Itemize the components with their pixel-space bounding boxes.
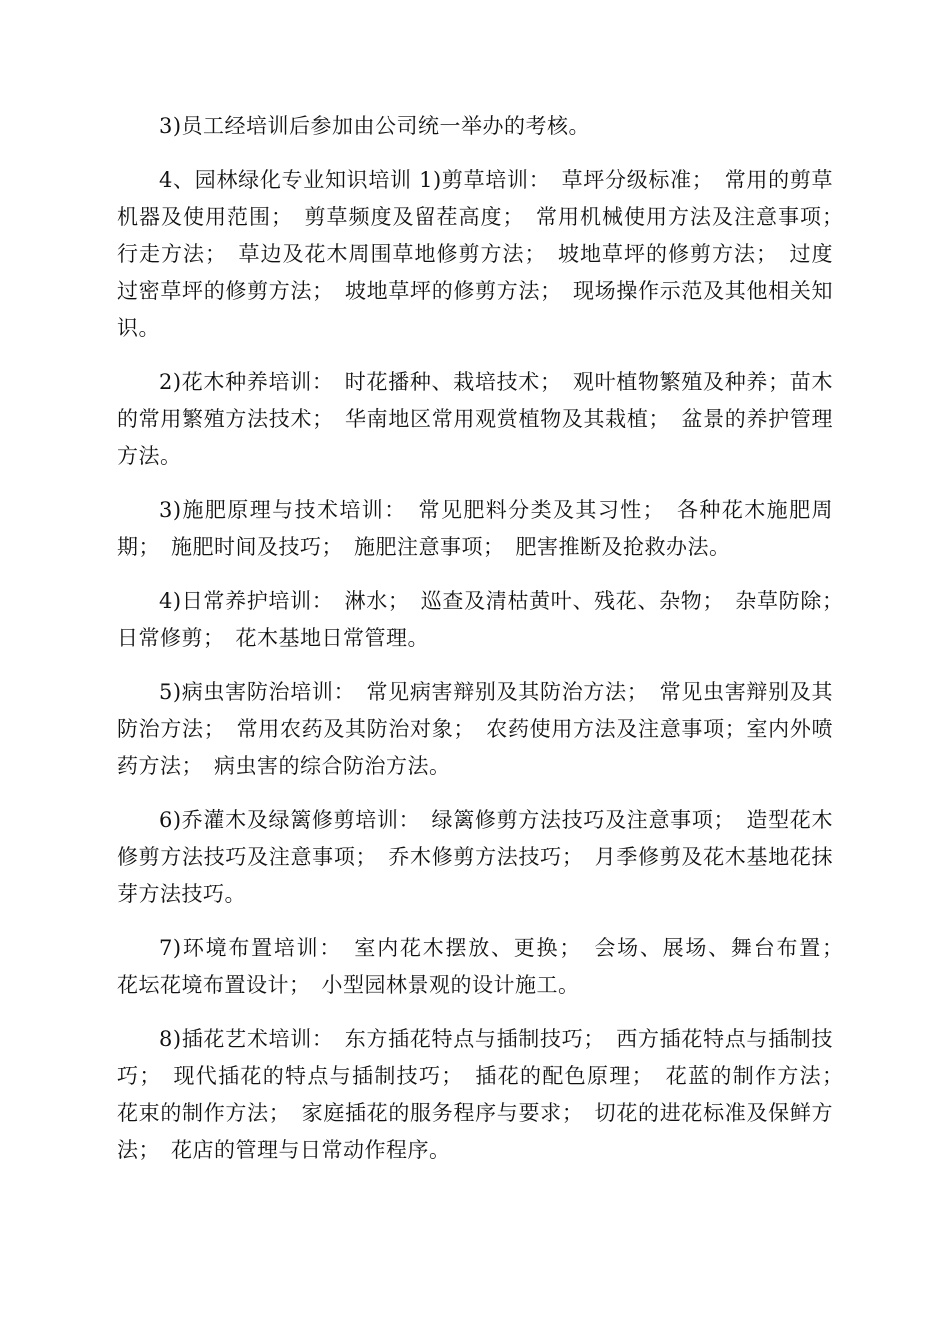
paragraph-mowing-training: 4、园林绿化专业知识培训 1)剪草培训： 草坪分级标准； 常用的剪草机器及使用范围； 剪草频度及留茬高度； 常用机械使用方法及注意事项； 行走方法； 草边及花木周围草地修剪方法； 坡地草坪的修剪方法； 过度过密草坪的修剪方法； 坡地草坪的修剪方法； 现场操作示范及其他相关知识。 bbox=[117, 168, 855, 340]
paragraph-pest-control-training: 5)病虫害防治培训： 常见病害辩别及其防治方法； 常见虫害辩别及其防治方法； 常用农药及其防治对象； 农药使用方法及注意事项；室内外喷药方法； 病虫害的综合防治方法。 bbox=[117, 680, 833, 778]
paragraph-environment-layout-training: 7)环境布置培训： 室内花木摆放、更换； 会场、展场、舞台布置； 花坛花境布置设计； 小型园林景观的设计施工。 bbox=[117, 936, 855, 997]
paragraph-daily-maintenance-training: 4)日常养护培训： 淋水； 巡查及清枯黄叶、残花、杂物； 杂草防除； 日常修剪； 花木基地日常管理。 bbox=[117, 589, 855, 650]
paragraph-assessment: 3)员工经培训后参加由公司统一举办的考核。 bbox=[159, 114, 591, 138]
paragraph-fertilizing-training: 3)施肥原理与技术培训： 常见肥料分类及其习性； 各种花木施肥周期； 施肥时间及技巧； 施肥注意事项； 肥害推断及抢救办法。 bbox=[117, 498, 833, 559]
paragraph-pruning-training: 6)乔灌木及绿篱修剪培训： 绿篱修剪方法技巧及注意事项； 造型花木修剪方法技巧及注意事项； 乔木修剪方法技巧； 月季修剪及花木基地花抹芽方法技巧。 bbox=[117, 808, 833, 906]
paragraph-planting-training: 2)花木种养培训： 时花播种、栽培技术； 观叶植物繁殖及种养；苗木的常用繁殖方法技术； 华南地区常用观赏植物及其栽植； 盆景的养护管理方法。 bbox=[117, 370, 833, 468]
paragraph-flower-arranging-training: 8)插花艺术培训： 东方插花特点与插制技巧； 西方插花特点与插制技巧； 现代插花的特点与插制技巧； 插花的配色原理； 花蓝的制作方法； 花束的制作方法； 家庭插花的服务程序与要求； 切花的进花标准及保鲜方法； 花店的管理与日常动作程序。 bbox=[117, 1027, 855, 1162]
document-body bbox=[117, 108, 855, 1186]
